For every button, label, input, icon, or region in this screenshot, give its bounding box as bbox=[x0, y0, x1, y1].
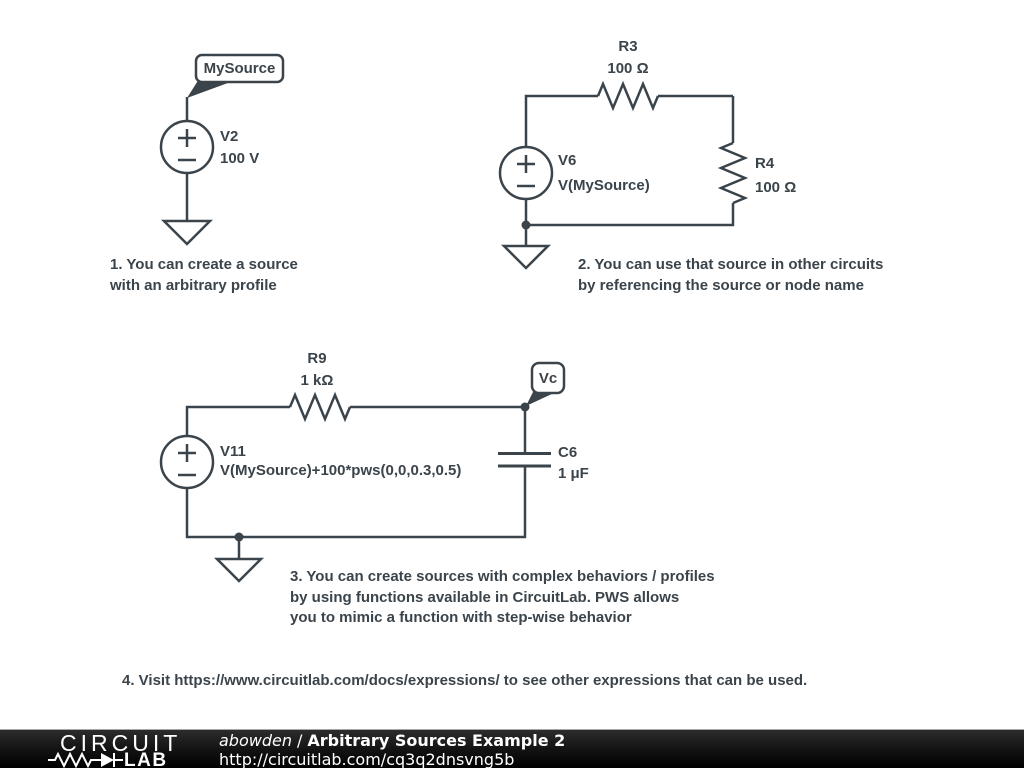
r3-name-label: R3 bbox=[618, 38, 638, 55]
wire bbox=[526, 96, 733, 246]
voltage-source-v2-icon bbox=[161, 121, 213, 173]
caption-1 bbox=[110, 255, 298, 296]
r9-label bbox=[267, 348, 367, 392]
footer-title-line bbox=[219, 732, 565, 751]
footer-text bbox=[219, 732, 565, 768]
note-4: 4. Visit https://www.circuitlab.com/docs/expressions/ to see other expressions that can be used. bbox=[122, 672, 808, 689]
v6-name-label: V6 bbox=[558, 152, 577, 169]
r3-value-label: 100 Ω bbox=[607, 60, 649, 77]
node-dot bbox=[235, 533, 244, 542]
caption-3-line1: 3. You can create sources with complex behaviors / profiles bbox=[290, 568, 715, 585]
logo-text-circuit: CIRCUIT bbox=[60, 732, 182, 756]
caption-3-line3: you to mimic a function with step-wise behavior bbox=[290, 609, 632, 626]
resistor-r3-icon bbox=[598, 84, 658, 108]
v6-value-label: V(MySource) bbox=[558, 177, 650, 194]
caption-1-line1: 1. You can create a source bbox=[110, 256, 298, 273]
c6-name-label: C6 bbox=[558, 444, 578, 461]
caption-3-line2: by using functions available in CircuitLab. PWS allows bbox=[290, 588, 680, 606]
r4-name-label: R4 bbox=[755, 155, 775, 172]
circuitlab-logo[interactable] bbox=[44, 732, 194, 768]
net-flag-label-mysource: MySource bbox=[203, 60, 276, 77]
ground-icon bbox=[217, 559, 261, 581]
voltage-source-v6-icon bbox=[500, 147, 552, 199]
footer-bar[interactable] bbox=[0, 729, 1024, 768]
caption-1-line2: with an arbitrary profile bbox=[110, 276, 277, 294]
caption-2-line1: 2. You can use that source in other circuits bbox=[578, 256, 884, 273]
voltage-source-v11-icon bbox=[161, 436, 213, 488]
r9-name-label: R9 bbox=[307, 350, 327, 367]
net-flag-label-vc: Vc bbox=[538, 369, 558, 387]
logo-text-lab: LAB bbox=[124, 750, 168, 768]
resistor-r4-icon bbox=[721, 143, 745, 203]
caption-2 bbox=[578, 255, 883, 296]
capacitor-c6-icon bbox=[498, 454, 551, 467]
ground-icon bbox=[504, 246, 548, 268]
v2-name-label: V2 bbox=[220, 128, 239, 145]
v11-name-label: V11 bbox=[220, 443, 246, 460]
v2-value-label: 100 V bbox=[220, 150, 260, 167]
footer-url[interactable]: http://circuitlab.com/cq3q2dnsvng5b bbox=[219, 749, 515, 768]
c6-value-label: 1 μF bbox=[558, 465, 589, 482]
v11-value-label: V(MySource)+100*pws(0,0,0.3,0.5) bbox=[220, 462, 462, 479]
caption-2-line2: by referencing the source or node name bbox=[578, 276, 864, 294]
resistor-r9-icon bbox=[290, 395, 350, 419]
ground-icon bbox=[164, 221, 210, 244]
r3-label bbox=[578, 36, 678, 80]
footer-author: abowden bbox=[219, 731, 292, 750]
circuit2-graphics bbox=[500, 84, 745, 268]
node-dot bbox=[522, 221, 531, 230]
r9-value-label: 1 kΩ bbox=[300, 372, 334, 389]
footer-title: Arbitrary Sources Example 2 bbox=[307, 731, 566, 750]
caption-3 bbox=[290, 567, 715, 629]
footer-separator: / bbox=[296, 731, 303, 750]
r4-value-label: 100 Ω bbox=[755, 179, 797, 196]
